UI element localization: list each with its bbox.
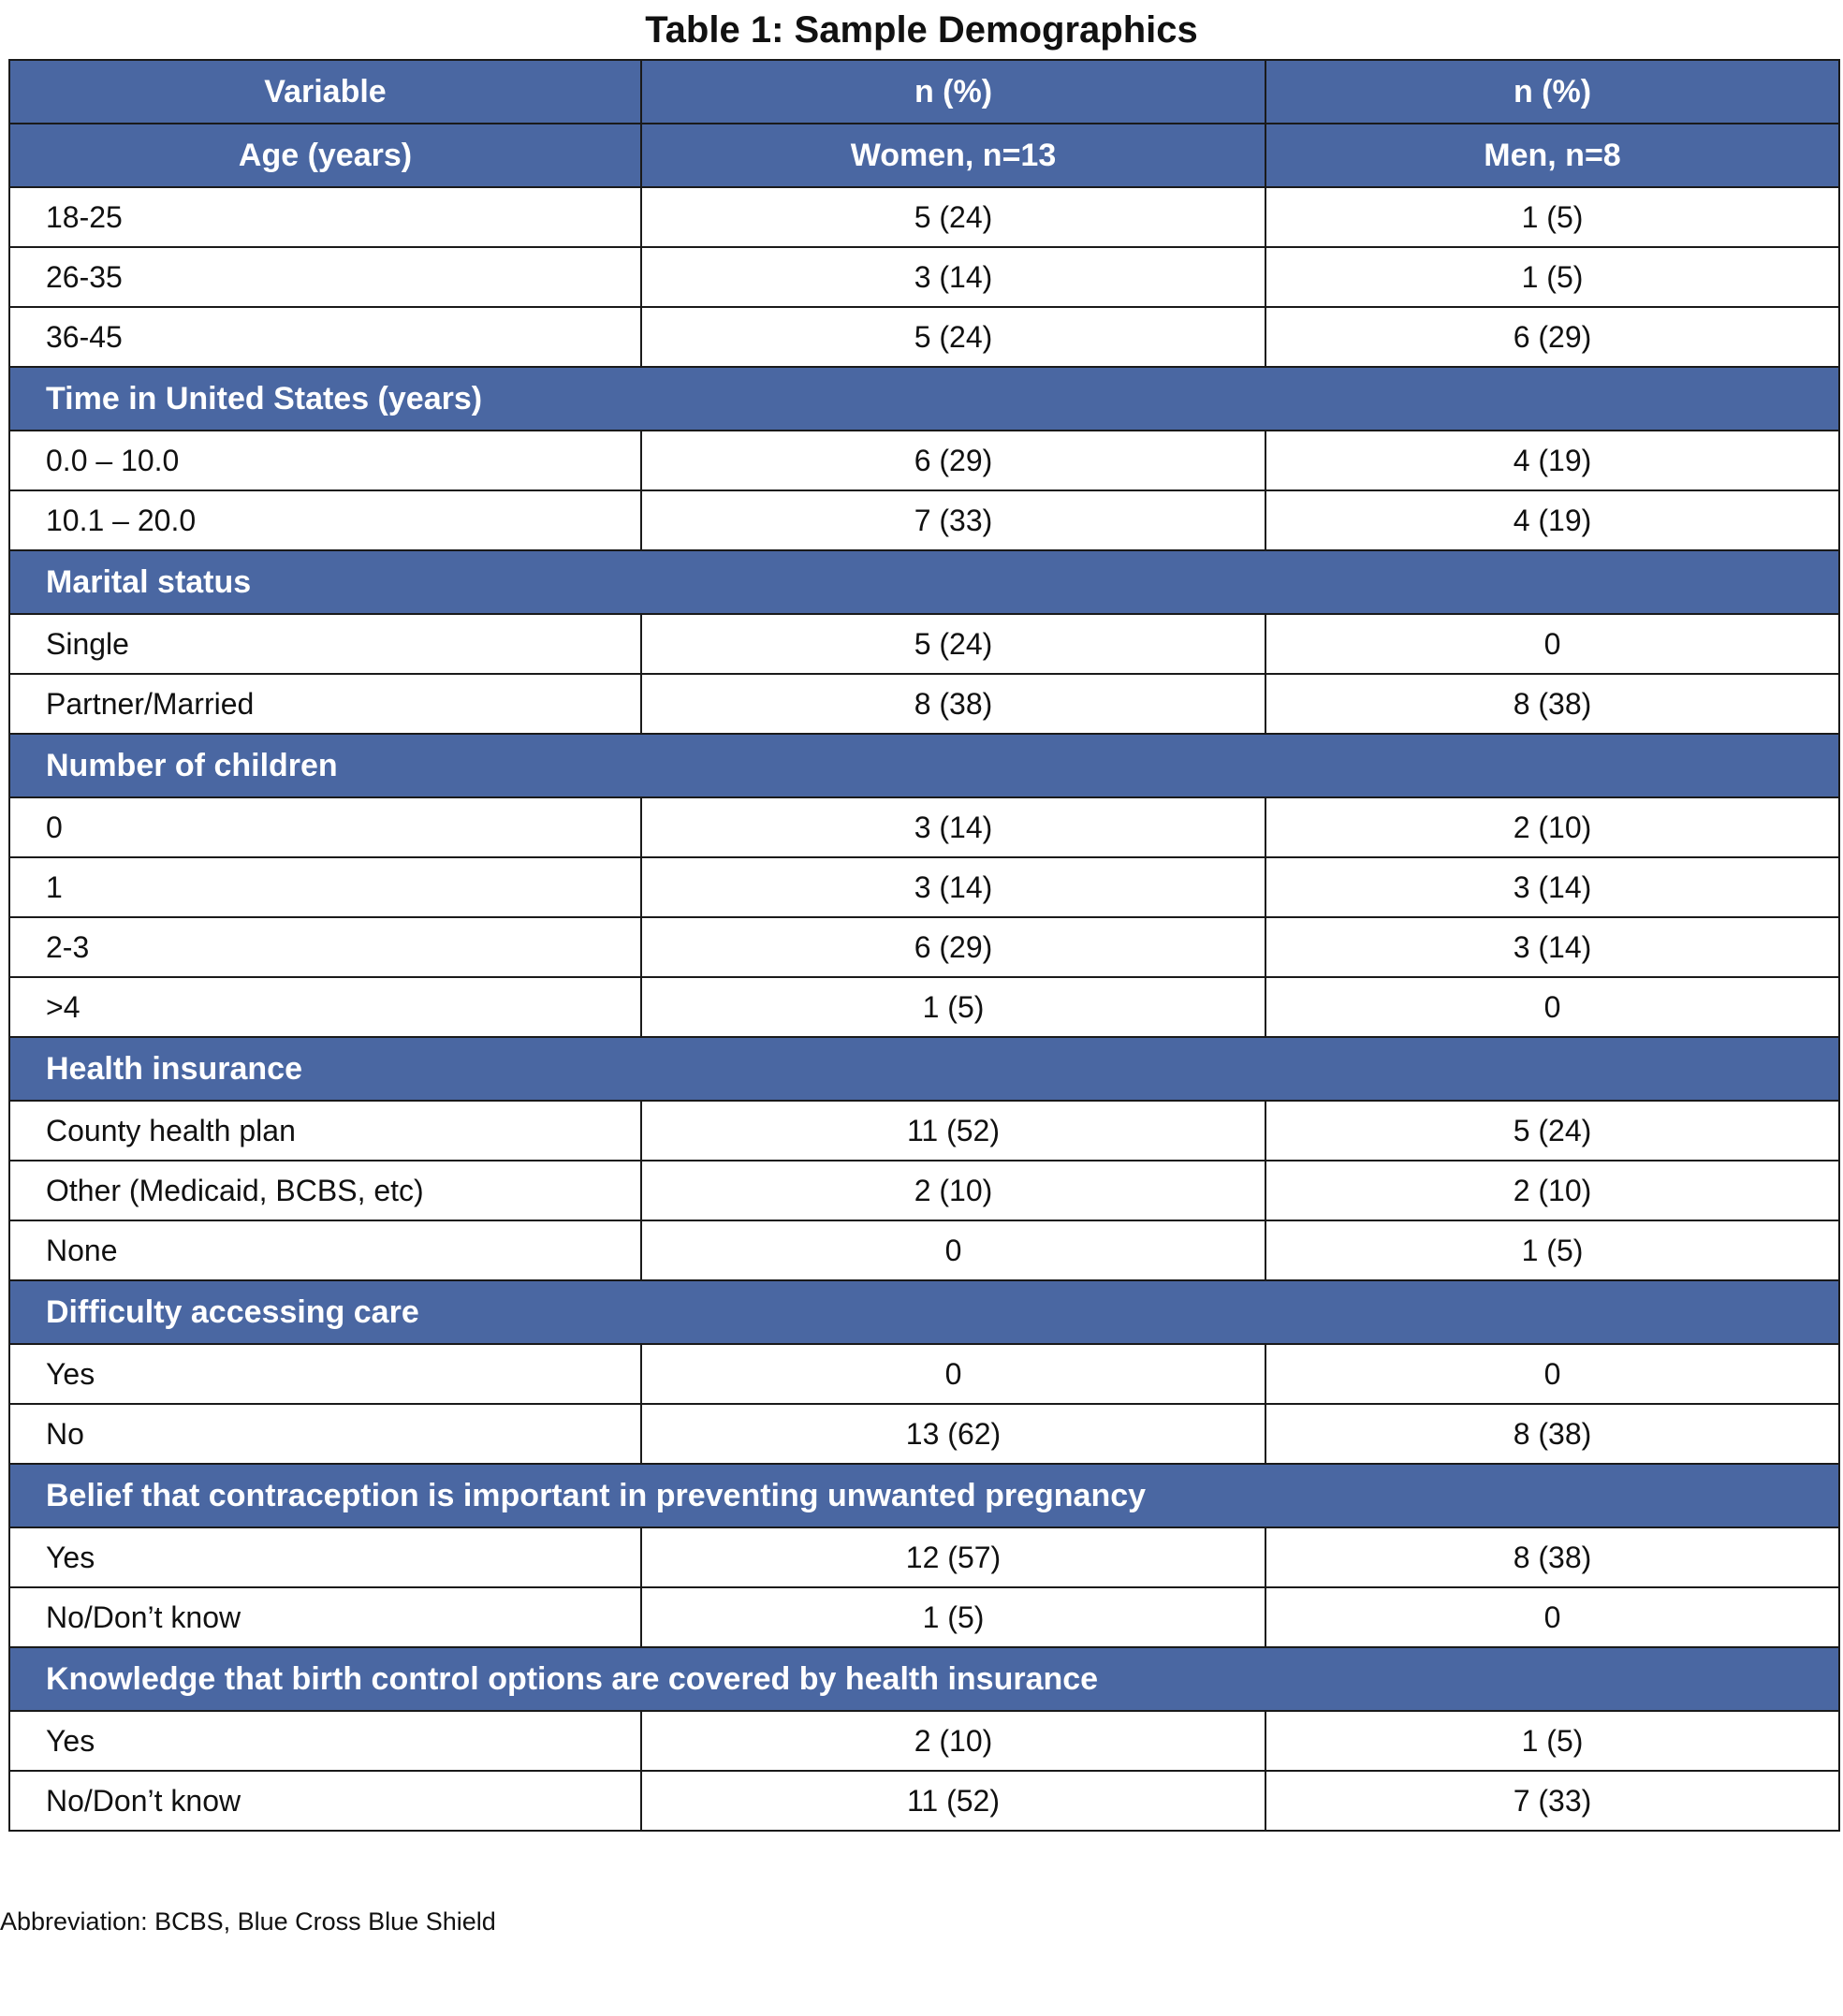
row-label: No/Don’t know — [9, 1587, 641, 1647]
women-value: 6 (29) — [641, 431, 1265, 490]
row-label: 0.0 – 10.0 — [9, 431, 641, 490]
section-heading: Belief that contraception is important in preventing unwanted pregnancy — [9, 1464, 1839, 1527]
row-label: 2-3 — [9, 917, 641, 977]
table-row — [9, 917, 1839, 977]
men-value: 0 — [1265, 977, 1839, 1037]
women-value: 11 (52) — [641, 1101, 1265, 1161]
women-value: 5 (24) — [641, 614, 1265, 674]
row-label: Partner/Married — [9, 674, 641, 734]
section-heading: Number of children — [9, 734, 1839, 797]
men-value: 1 (5) — [1265, 247, 1839, 307]
row-label: County health plan — [9, 1101, 641, 1161]
section-header-row — [9, 1464, 1839, 1527]
table-row — [9, 797, 1839, 857]
table-row — [9, 1220, 1839, 1280]
men-value: 2 (10) — [1265, 1161, 1839, 1220]
table-row — [9, 674, 1839, 734]
table-body — [9, 60, 1839, 1831]
section-heading: Time in United States (years) — [9, 367, 1839, 431]
section-header-row — [9, 734, 1839, 797]
section-header-row — [9, 1280, 1839, 1344]
section-heading: Knowledge that birth control options are covered by health insurance — [9, 1647, 1839, 1711]
women-value: 2 (10) — [641, 1161, 1265, 1220]
men-value: 0 — [1265, 614, 1839, 674]
demographics-table — [8, 59, 1840, 1832]
table-row — [9, 1527, 1839, 1587]
table-row — [9, 857, 1839, 917]
women-value: 3 (14) — [641, 247, 1265, 307]
row-label: 1 — [9, 857, 641, 917]
row-label: Yes — [9, 1711, 641, 1771]
women-value: 8 (38) — [641, 674, 1265, 734]
women-value: 3 (14) — [641, 857, 1265, 917]
section-header-row — [9, 1037, 1839, 1101]
men-value: 6 (29) — [1265, 307, 1839, 367]
header-row-2 — [9, 124, 1839, 187]
table-row — [9, 1101, 1839, 1161]
women-value: 3 (14) — [641, 797, 1265, 857]
row-label: 36-45 — [9, 307, 641, 367]
women-value: 1 (5) — [641, 1587, 1265, 1647]
men-value: 7 (33) — [1265, 1771, 1839, 1831]
section-header-row — [9, 367, 1839, 431]
row-label: 18-25 — [9, 187, 641, 247]
men-value: 1 (5) — [1265, 187, 1839, 247]
table-title: Table 1: Sample Demographics — [645, 9, 1198, 51]
table-row — [9, 1771, 1839, 1831]
men-value: 8 (38) — [1265, 1527, 1839, 1587]
header-n-percent-men: n (%) — [1265, 60, 1839, 124]
section-header-row — [9, 1647, 1839, 1711]
row-label: Single — [9, 614, 641, 674]
table-row — [9, 247, 1839, 307]
row-label: Yes — [9, 1344, 641, 1404]
table-row — [9, 307, 1839, 367]
women-value: 7 (33) — [641, 490, 1265, 550]
men-value: 3 (14) — [1265, 917, 1839, 977]
section-heading: Difficulty accessing care — [9, 1280, 1839, 1344]
table-row — [9, 1587, 1839, 1647]
women-value: 5 (24) — [641, 187, 1265, 247]
table-row — [9, 1404, 1839, 1464]
row-label: No — [9, 1404, 641, 1464]
women-value: 0 — [641, 1344, 1265, 1404]
men-value: 4 (19) — [1265, 431, 1839, 490]
header-n-percent-women: n (%) — [641, 60, 1265, 124]
row-label: No/Don’t know — [9, 1771, 641, 1831]
header-variable: Variable — [9, 60, 641, 124]
row-label: None — [9, 1220, 641, 1280]
header-row-1 — [9, 60, 1839, 124]
table-row — [9, 614, 1839, 674]
women-value: 13 (62) — [641, 1404, 1265, 1464]
table-row — [9, 977, 1839, 1037]
row-label: 26-35 — [9, 247, 641, 307]
row-label: >4 — [9, 977, 641, 1037]
women-value: 5 (24) — [641, 307, 1265, 367]
row-label: 0 — [9, 797, 641, 857]
women-value: 0 — [641, 1220, 1265, 1280]
women-value: 2 (10) — [641, 1711, 1265, 1771]
men-value: 3 (14) — [1265, 857, 1839, 917]
women-value: 6 (29) — [641, 917, 1265, 977]
section-header-row — [9, 550, 1839, 614]
table-row — [9, 1711, 1839, 1771]
table-row — [9, 1161, 1839, 1220]
row-label: Yes — [9, 1527, 641, 1587]
row-label: Other (Medicaid, BCBS, etc) — [9, 1161, 641, 1220]
row-label: 10.1 – 20.0 — [9, 490, 641, 550]
men-value: 2 (10) — [1265, 797, 1839, 857]
women-value: 12 (57) — [641, 1527, 1265, 1587]
header-women-count: Women, n=13 — [641, 124, 1265, 187]
header-age-years: Age (years) — [9, 124, 641, 187]
men-value: 0 — [1265, 1344, 1839, 1404]
men-value: 1 (5) — [1265, 1220, 1839, 1280]
footnote: Abbreviation: BCBS, Blue Cross Blue Shield — [0, 1907, 496, 1936]
table-row — [9, 490, 1839, 550]
header-men-count: Men, n=8 — [1265, 124, 1839, 187]
table-row — [9, 1344, 1839, 1404]
women-value: 11 (52) — [641, 1771, 1265, 1831]
men-value: 5 (24) — [1265, 1101, 1839, 1161]
men-value: 4 (19) — [1265, 490, 1839, 550]
men-value: 1 (5) — [1265, 1711, 1839, 1771]
women-value: 1 (5) — [641, 977, 1265, 1037]
section-heading: Health insurance — [9, 1037, 1839, 1101]
men-value: 0 — [1265, 1587, 1839, 1647]
men-value: 8 (38) — [1265, 674, 1839, 734]
men-value: 8 (38) — [1265, 1404, 1839, 1464]
section-heading: Marital status — [9, 550, 1839, 614]
table-row — [9, 431, 1839, 490]
table-row — [9, 187, 1839, 247]
